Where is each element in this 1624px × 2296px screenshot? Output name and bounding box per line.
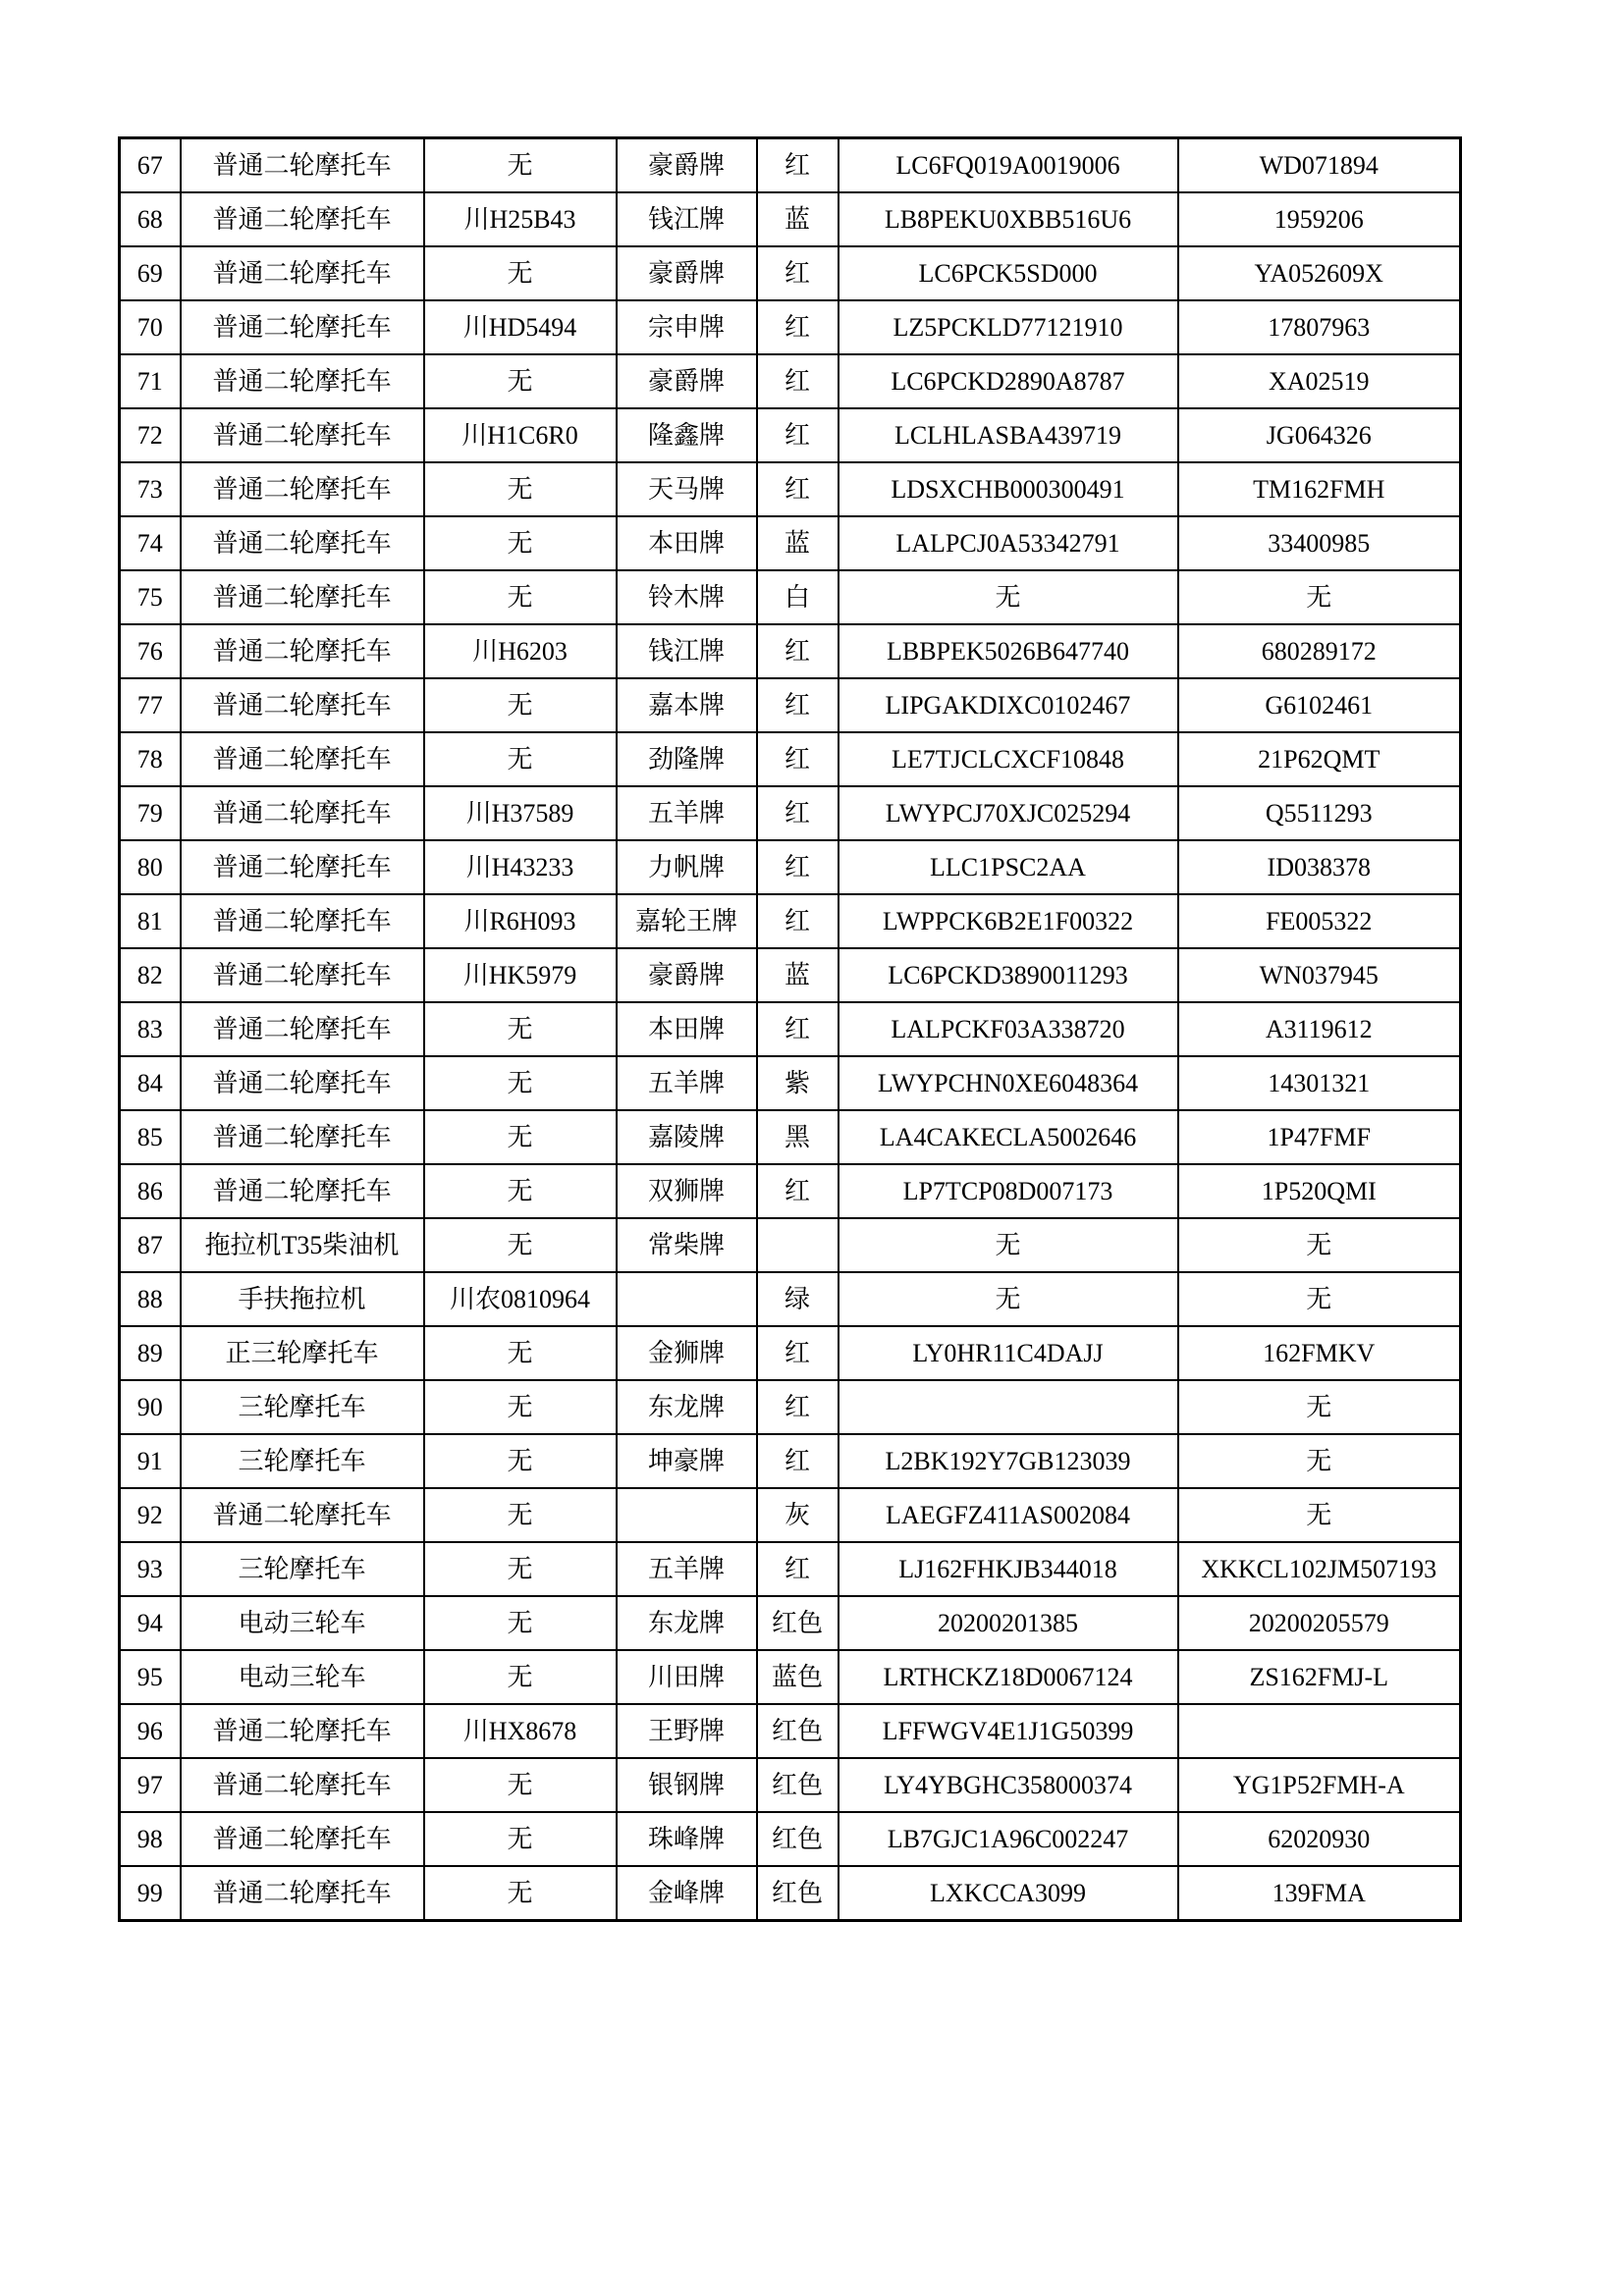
cell-vehicle-type: 普通二轮摩托车 xyxy=(181,1164,424,1218)
cell-brand: 力帆牌 xyxy=(617,840,757,894)
cell-brand: 本田牌 xyxy=(617,516,757,570)
cell-plate-number: 无 xyxy=(424,246,617,300)
cell-plate-number: 无 xyxy=(424,1434,617,1488)
cell-vin: LC6PCK5SD000 xyxy=(839,246,1178,300)
cell-engine-number: 1959206 xyxy=(1178,192,1461,246)
cell-brand: 嘉本牌 xyxy=(617,678,757,732)
cell-color: 紫 xyxy=(757,1056,839,1110)
cell-engine-number: 139FMA xyxy=(1178,1866,1461,1921)
cell-engine-number: FE005322 xyxy=(1178,894,1461,948)
cell-index: 68 xyxy=(120,192,181,246)
cell-engine-number: 无 xyxy=(1178,1272,1461,1326)
cell-vehicle-type: 普通二轮摩托车 xyxy=(181,408,424,462)
table-row xyxy=(120,1326,1461,1380)
cell-engine-number: 1P520QMI xyxy=(1178,1164,1461,1218)
cell-vin: LLC1PSC2AA xyxy=(839,840,1178,894)
cell-index: 80 xyxy=(120,840,181,894)
cell-color: 红色 xyxy=(757,1596,839,1650)
cell-index: 94 xyxy=(120,1596,181,1650)
cell-color: 红 xyxy=(757,840,839,894)
cell-vehicle-type: 普通二轮摩托车 xyxy=(181,462,424,516)
cell-vehicle-type: 普通二轮摩托车 xyxy=(181,1812,424,1866)
cell-engine-number xyxy=(1178,1704,1461,1758)
cell-vin: LAEGFZ411AS002084 xyxy=(839,1488,1178,1542)
cell-color: 红 xyxy=(757,1380,839,1434)
cell-color: 红 xyxy=(757,1164,839,1218)
cell-index: 72 xyxy=(120,408,181,462)
cell-vehicle-type: 三轮摩托车 xyxy=(181,1380,424,1434)
cell-vin: L2BK192Y7GB123039 xyxy=(839,1434,1178,1488)
cell-vin: LRTHCKZ18D0067124 xyxy=(839,1650,1178,1704)
cell-plate-number: 川H43233 xyxy=(424,840,617,894)
cell-engine-number: 无 xyxy=(1178,1434,1461,1488)
cell-color: 白 xyxy=(757,570,839,624)
table-row xyxy=(120,624,1461,678)
cell-engine-number: WN037945 xyxy=(1178,948,1461,1002)
cell-plate-number: 川H25B43 xyxy=(424,192,617,246)
cell-color: 红 xyxy=(757,354,839,408)
cell-engine-number: YG1P52FMH-A xyxy=(1178,1758,1461,1812)
cell-vehicle-type: 普通二轮摩托车 xyxy=(181,624,424,678)
cell-vin: LWYPCJ70XJC025294 xyxy=(839,786,1178,840)
cell-color: 红色 xyxy=(757,1758,839,1812)
cell-plate-number: 无 xyxy=(424,570,617,624)
cell-vehicle-type: 正三轮摩托车 xyxy=(181,1326,424,1380)
cell-brand: 双狮牌 xyxy=(617,1164,757,1218)
cell-plate-number: 无 xyxy=(424,1110,617,1164)
cell-vin: LFFWGV4E1J1G50399 xyxy=(839,1704,1178,1758)
table-row xyxy=(120,1218,1461,1272)
cell-vehicle-type: 普通二轮摩托车 xyxy=(181,840,424,894)
cell-vin: LP7TCP08D007173 xyxy=(839,1164,1178,1218)
cell-plate-number: 无 xyxy=(424,678,617,732)
table-row xyxy=(120,678,1461,732)
table-row xyxy=(120,1380,1461,1434)
cell-color: 红色 xyxy=(757,1866,839,1921)
cell-brand: 豪爵牌 xyxy=(617,948,757,1002)
cell-plate-number: 无 xyxy=(424,1326,617,1380)
cell-brand: 川田牌 xyxy=(617,1650,757,1704)
cell-brand: 豪爵牌 xyxy=(617,246,757,300)
cell-color: 蓝 xyxy=(757,948,839,1002)
cell-vin xyxy=(839,1380,1178,1434)
cell-color: 蓝色 xyxy=(757,1650,839,1704)
cell-vin: LALPCKF03A338720 xyxy=(839,1002,1178,1056)
table-row xyxy=(120,1164,1461,1218)
cell-brand: 隆鑫牌 xyxy=(617,408,757,462)
cell-engine-number: ID038378 xyxy=(1178,840,1461,894)
cell-index: 76 xyxy=(120,624,181,678)
cell-brand: 金狮牌 xyxy=(617,1326,757,1380)
cell-vehicle-type: 普通二轮摩托车 xyxy=(181,570,424,624)
table-row xyxy=(120,1434,1461,1488)
cell-vin: LIPGAKDIXC0102467 xyxy=(839,678,1178,732)
cell-index: 99 xyxy=(120,1866,181,1921)
cell-vin: LDSXCHB000300491 xyxy=(839,462,1178,516)
cell-brand: 本田牌 xyxy=(617,1002,757,1056)
cell-index: 96 xyxy=(120,1704,181,1758)
cell-engine-number: XKKCL102JM507193 xyxy=(1178,1542,1461,1596)
cell-index: 98 xyxy=(120,1812,181,1866)
cell-plate-number: 无 xyxy=(424,354,617,408)
cell-color: 红 xyxy=(757,624,839,678)
cell-engine-number: 20200205579 xyxy=(1178,1596,1461,1650)
cell-brand: 五羊牌 xyxy=(617,1542,757,1596)
cell-vehicle-type: 拖拉机T35柴油机 xyxy=(181,1218,424,1272)
cell-index: 93 xyxy=(120,1542,181,1596)
cell-brand: 钱江牌 xyxy=(617,192,757,246)
cell-color: 红 xyxy=(757,1542,839,1596)
cell-engine-number: JG064326 xyxy=(1178,408,1461,462)
cell-vehicle-type: 普通二轮摩托车 xyxy=(181,300,424,354)
cell-index: 74 xyxy=(120,516,181,570)
cell-engine-number: YA052609X xyxy=(1178,246,1461,300)
cell-vehicle-type: 普通二轮摩托车 xyxy=(181,1704,424,1758)
cell-engine-number: 17807963 xyxy=(1178,300,1461,354)
table-row xyxy=(120,1596,1461,1650)
cell-index: 84 xyxy=(120,1056,181,1110)
cell-index: 70 xyxy=(120,300,181,354)
table-row xyxy=(120,1758,1461,1812)
cell-color: 红 xyxy=(757,462,839,516)
cell-color: 蓝 xyxy=(757,192,839,246)
table-row xyxy=(120,948,1461,1002)
cell-vehicle-type: 普通二轮摩托车 xyxy=(181,1002,424,1056)
cell-engine-number: 162FMKV xyxy=(1178,1326,1461,1380)
cell-brand: 嘉陵牌 xyxy=(617,1110,757,1164)
cell-engine-number: 21P62QMT xyxy=(1178,732,1461,786)
cell-brand: 铃木牌 xyxy=(617,570,757,624)
cell-plate-number: 无 xyxy=(424,1812,617,1866)
cell-index: 73 xyxy=(120,462,181,516)
cell-index: 90 xyxy=(120,1380,181,1434)
cell-vehicle-type: 电动三轮车 xyxy=(181,1596,424,1650)
cell-engine-number: 无 xyxy=(1178,1488,1461,1542)
cell-index: 83 xyxy=(120,1002,181,1056)
cell-engine-number: TM162FMH xyxy=(1178,462,1461,516)
cell-color: 红 xyxy=(757,1434,839,1488)
cell-vehicle-type: 普通二轮摩托车 xyxy=(181,894,424,948)
cell-vin: LC6PCKD2890A8787 xyxy=(839,354,1178,408)
cell-vehicle-type: 普通二轮摩托车 xyxy=(181,354,424,408)
cell-vin: LA4CAKECLA5002646 xyxy=(839,1110,1178,1164)
cell-engine-number: 33400985 xyxy=(1178,516,1461,570)
cell-vin: LB7GJC1A96C002247 xyxy=(839,1812,1178,1866)
cell-plate-number: 川R6H093 xyxy=(424,894,617,948)
cell-plate-number: 川HX8678 xyxy=(424,1704,617,1758)
cell-brand: 金峰牌 xyxy=(617,1866,757,1921)
cell-vin: LBBPEK5026B647740 xyxy=(839,624,1178,678)
cell-index: 81 xyxy=(120,894,181,948)
cell-brand: 宗申牌 xyxy=(617,300,757,354)
cell-engine-number: G6102461 xyxy=(1178,678,1461,732)
cell-engine-number: XA02519 xyxy=(1178,354,1461,408)
cell-brand xyxy=(617,1488,757,1542)
cell-color: 红 xyxy=(757,678,839,732)
cell-index: 79 xyxy=(120,786,181,840)
cell-vin: LCLHLASBA439719 xyxy=(839,408,1178,462)
cell-color: 黑 xyxy=(757,1110,839,1164)
table-row xyxy=(120,840,1461,894)
table-row xyxy=(120,516,1461,570)
table-row xyxy=(120,732,1461,786)
cell-index: 95 xyxy=(120,1650,181,1704)
table-row xyxy=(120,570,1461,624)
cell-vin: LC6FQ019A0019006 xyxy=(839,138,1178,193)
cell-brand: 东龙牌 xyxy=(617,1596,757,1650)
cell-color: 红 xyxy=(757,786,839,840)
cell-index: 67 xyxy=(120,138,181,193)
cell-vin: LALPCJ0A53342791 xyxy=(839,516,1178,570)
cell-vehicle-type: 普通二轮摩托车 xyxy=(181,732,424,786)
cell-brand: 银钢牌 xyxy=(617,1758,757,1812)
table-row xyxy=(120,192,1461,246)
cell-engine-number: 1P47FMF xyxy=(1178,1110,1461,1164)
cell-vehicle-type: 普通二轮摩托车 xyxy=(181,192,424,246)
cell-color: 蓝 xyxy=(757,516,839,570)
cell-vin: 20200201385 xyxy=(839,1596,1178,1650)
cell-engine-number: WD071894 xyxy=(1178,138,1461,193)
cell-vehicle-type: 普通二轮摩托车 xyxy=(181,246,424,300)
cell-plate-number: 无 xyxy=(424,1002,617,1056)
cell-vehicle-type: 手扶拖拉机 xyxy=(181,1272,424,1326)
cell-brand: 豪爵牌 xyxy=(617,354,757,408)
cell-vin: LC6PCKD3890011293 xyxy=(839,948,1178,1002)
cell-plate-number: 无 xyxy=(424,1218,617,1272)
cell-brand: 珠峰牌 xyxy=(617,1812,757,1866)
cell-brand: 坤豪牌 xyxy=(617,1434,757,1488)
cell-color xyxy=(757,1218,839,1272)
cell-brand: 王野牌 xyxy=(617,1704,757,1758)
cell-vin: LXKCCA3099 xyxy=(839,1866,1178,1921)
cell-vin: LY0HR11C4DAJJ xyxy=(839,1326,1178,1380)
cell-plate-number: 无 xyxy=(424,462,617,516)
cell-color: 红 xyxy=(757,300,839,354)
cell-vin: LJ162FHKJB344018 xyxy=(839,1542,1178,1596)
table-row xyxy=(120,1866,1461,1921)
cell-vehicle-type: 三轮摩托车 xyxy=(181,1434,424,1488)
cell-index: 86 xyxy=(120,1164,181,1218)
cell-index: 85 xyxy=(120,1110,181,1164)
cell-vehicle-type: 普通二轮摩托车 xyxy=(181,678,424,732)
cell-plate-number: 川HK5979 xyxy=(424,948,617,1002)
cell-brand: 五羊牌 xyxy=(617,786,757,840)
cell-plate-number: 川H37589 xyxy=(424,786,617,840)
cell-plate-number: 无 xyxy=(424,1650,617,1704)
cell-engine-number: 无 xyxy=(1178,1380,1461,1434)
cell-brand: 钱江牌 xyxy=(617,624,757,678)
cell-engine-number: 14301321 xyxy=(1178,1056,1461,1110)
cell-color: 红 xyxy=(757,732,839,786)
cell-vehicle-type: 普通二轮摩托车 xyxy=(181,138,424,193)
cell-vin: LE7TJCLCXCF10848 xyxy=(839,732,1178,786)
cell-color: 红 xyxy=(757,1326,839,1380)
cell-plate-number: 川H1C6R0 xyxy=(424,408,617,462)
cell-vin: 无 xyxy=(839,1218,1178,1272)
cell-vin: LY4YBGHC358000374 xyxy=(839,1758,1178,1812)
cell-index: 88 xyxy=(120,1272,181,1326)
table-row xyxy=(120,408,1461,462)
cell-vehicle-type: 普通二轮摩托车 xyxy=(181,516,424,570)
cell-plate-number: 无 xyxy=(424,516,617,570)
cell-index: 87 xyxy=(120,1218,181,1272)
cell-index: 92 xyxy=(120,1488,181,1542)
cell-color: 红 xyxy=(757,408,839,462)
cell-engine-number: 62020930 xyxy=(1178,1812,1461,1866)
vehicle-table-body xyxy=(120,138,1461,1921)
cell-color: 红色 xyxy=(757,1812,839,1866)
cell-plate-number: 川HD5494 xyxy=(424,300,617,354)
cell-vin: LZ5PCKLD77121910 xyxy=(839,300,1178,354)
table-row xyxy=(120,1542,1461,1596)
cell-brand: 劲隆牌 xyxy=(617,732,757,786)
cell-vin: LB8PEKU0XBB516U6 xyxy=(839,192,1178,246)
table-row xyxy=(120,1812,1461,1866)
table-row xyxy=(120,1488,1461,1542)
table-row xyxy=(120,300,1461,354)
cell-vehicle-type: 普通二轮摩托车 xyxy=(181,786,424,840)
cell-brand: 嘉轮王牌 xyxy=(617,894,757,948)
cell-index: 78 xyxy=(120,732,181,786)
cell-plate-number: 无 xyxy=(424,1758,617,1812)
cell-engine-number: 无 xyxy=(1178,1218,1461,1272)
cell-color: 灰 xyxy=(757,1488,839,1542)
cell-brand: 五羊牌 xyxy=(617,1056,757,1110)
cell-plate-number: 无 xyxy=(424,138,617,193)
cell-plate-number: 无 xyxy=(424,1056,617,1110)
cell-brand: 豪爵牌 xyxy=(617,138,757,193)
cell-vehicle-type: 普通二轮摩托车 xyxy=(181,1866,424,1921)
cell-color: 绿 xyxy=(757,1272,839,1326)
cell-color: 红色 xyxy=(757,1704,839,1758)
cell-color: 红 xyxy=(757,894,839,948)
table-row xyxy=(120,138,1461,193)
cell-brand: 东龙牌 xyxy=(617,1380,757,1434)
cell-index: 97 xyxy=(120,1758,181,1812)
cell-color: 红 xyxy=(757,138,839,193)
table-row xyxy=(120,786,1461,840)
cell-brand xyxy=(617,1272,757,1326)
cell-vehicle-type: 普通二轮摩托车 xyxy=(181,1758,424,1812)
cell-color: 红 xyxy=(757,246,839,300)
table-row xyxy=(120,1650,1461,1704)
cell-index: 77 xyxy=(120,678,181,732)
cell-vehicle-type: 普通二轮摩托车 xyxy=(181,1488,424,1542)
cell-plate-number: 川H6203 xyxy=(424,624,617,678)
cell-vehicle-type: 三轮摩托车 xyxy=(181,1542,424,1596)
cell-brand: 常柴牌 xyxy=(617,1218,757,1272)
cell-index: 69 xyxy=(120,246,181,300)
cell-vin: LWPPCK6B2E1F00322 xyxy=(839,894,1178,948)
cell-index: 91 xyxy=(120,1434,181,1488)
cell-vin: LWYPCHN0XE6048364 xyxy=(839,1056,1178,1110)
cell-color: 红 xyxy=(757,1002,839,1056)
table-row xyxy=(120,246,1461,300)
cell-plate-number: 无 xyxy=(424,1596,617,1650)
cell-vehicle-type: 普通二轮摩托车 xyxy=(181,948,424,1002)
cell-plate-number: 无 xyxy=(424,1488,617,1542)
table-row xyxy=(120,1056,1461,1110)
cell-index: 82 xyxy=(120,948,181,1002)
cell-plate-number: 无 xyxy=(424,1542,617,1596)
cell-plate-number: 无 xyxy=(424,732,617,786)
vehicle-table xyxy=(118,136,1462,1922)
cell-plate-number: 无 xyxy=(424,1380,617,1434)
cell-vehicle-type: 普通二轮摩托车 xyxy=(181,1110,424,1164)
table-row xyxy=(120,354,1461,408)
cell-vin: 无 xyxy=(839,1272,1178,1326)
table-row xyxy=(120,1272,1461,1326)
cell-vin: 无 xyxy=(839,570,1178,624)
cell-plate-number: 川农0810964 xyxy=(424,1272,617,1326)
table-row xyxy=(120,1704,1461,1758)
cell-plate-number: 无 xyxy=(424,1164,617,1218)
cell-engine-number: 无 xyxy=(1178,570,1461,624)
cell-vehicle-type: 电动三轮车 xyxy=(181,1650,424,1704)
cell-index: 71 xyxy=(120,354,181,408)
cell-engine-number: 680289172 xyxy=(1178,624,1461,678)
cell-plate-number: 无 xyxy=(424,1866,617,1921)
table-row xyxy=(120,1002,1461,1056)
cell-engine-number: ZS162FMJ-L xyxy=(1178,1650,1461,1704)
cell-engine-number: A3119612 xyxy=(1178,1002,1461,1056)
table-row xyxy=(120,894,1461,948)
cell-brand: 天马牌 xyxy=(617,462,757,516)
table-row xyxy=(120,462,1461,516)
cell-index: 75 xyxy=(120,570,181,624)
cell-vehicle-type: 普通二轮摩托车 xyxy=(181,1056,424,1110)
table-row xyxy=(120,1110,1461,1164)
cell-index: 89 xyxy=(120,1326,181,1380)
cell-engine-number: Q5511293 xyxy=(1178,786,1461,840)
